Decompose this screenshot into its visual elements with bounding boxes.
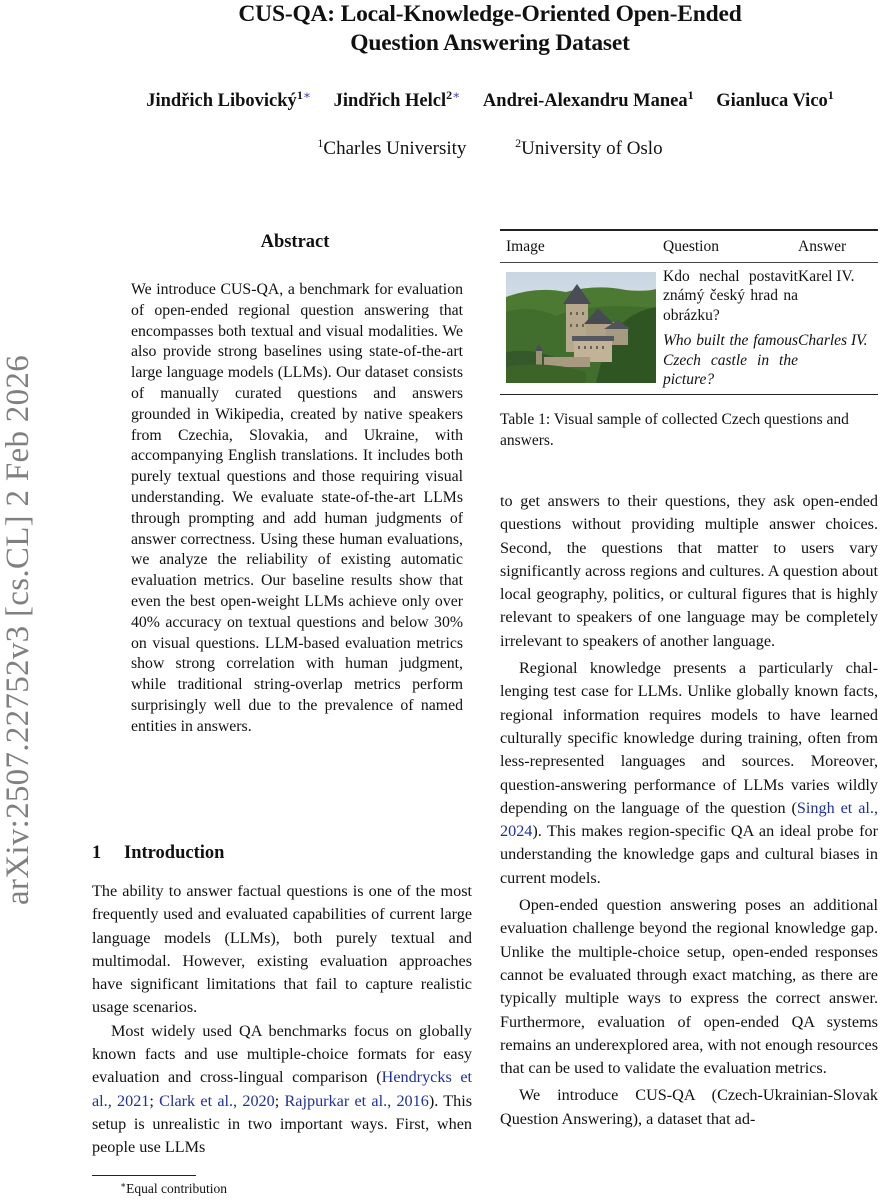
- question-cell: [663, 267, 798, 390]
- affil-name: University of Oslo: [521, 138, 663, 159]
- section-number: 1: [92, 843, 102, 863]
- section-title: Introduction: [124, 843, 225, 863]
- citation-rajpurkar[interactable]: Rajpurkar et al., 2016: [284, 1091, 429, 1110]
- affil-mark: 1: [296, 88, 303, 102]
- author-1: [146, 88, 311, 114]
- author-4: [716, 88, 834, 114]
- intro-paragraph-2-continued: to get answers to their questions, they ask open-ended questions without providing multiple answer choices. Second, the questions that matter to users vary significantly across regions and cultures. A question about local geography, politics, or cultural figures that is highly relevant to speakers of one language may be completely irrelevant to speakers of another language.: [500, 492, 878, 650]
- text-run: ;: [274, 1091, 285, 1110]
- author-name: Gianluca Vico: [716, 91, 828, 111]
- text-run: ;: [149, 1091, 160, 1110]
- intro-paragraph-2: [92, 1020, 472, 1160]
- header-answer: Answer: [798, 237, 847, 255]
- author-name: Jindřich Helcl: [333, 91, 447, 111]
- citation-clark[interactable]: Clark et al., 2020: [159, 1091, 275, 1110]
- author-name: Jindřich Libovický: [146, 91, 297, 111]
- affil-mark: 1: [827, 88, 834, 102]
- affil-number: 2: [515, 136, 522, 150]
- paper-title: [100, 0, 880, 58]
- footnote-rule: [92, 1175, 196, 1176]
- citation-singh[interactable]: Singh et al., 2024: [500, 798, 878, 841]
- arxiv-stamp[interactable]: arXiv:2507.22752v3 [cs.CL] 2 Feb 2026: [0, 354, 36, 906]
- table-row: [500, 263, 878, 394]
- table-1: [500, 229, 878, 395]
- header-image: Image: [506, 237, 545, 255]
- text-run: ). This makes region-specific QA an ideal probe for understanding the knowledge gaps and cultural biases in current models.: [500, 822, 878, 887]
- author-3: [483, 88, 694, 114]
- header-question: Question: [663, 237, 719, 255]
- castle-image: [506, 272, 656, 383]
- answer-czech: Karel IV.: [798, 267, 855, 285]
- text-run: Regional knowledge presents a particularly challenging test case for LLMs. Unlike globally known facts, regional information requires models to have learned culturally specific knowledge during training, often from less-represented languages and sources. Moreover, question-answering performance of LLMs varies wildly depending on the language of the question (: [500, 659, 878, 817]
- abstract-text: We introduce CUS-QA, a benchmark for evaluation of open-ended regional question answering that encompasses both textual and visual modalities. We also provide strong baselines using state-of-the-art large language models (LLMs). Our dataset consists of manually curated questions and answers grounded in Wikipedia, created by native speakers from Czechia, Slovakia, and Ukraine, with accompanying English translations. It includes both purely textual questions and those requiring visual understanding. We evaluate state-of-the-art LLMs through prompting and add human judgments of answer correctness. Using these human evaluations, we analyze the reliability of existing automatic evaluation metrics. Our baseline results show that even the best open-weight LLMs achieve only over 40% accuracy on textual questions and below 30% on visual questions. LLM-based evaluation metrics show strong correlation with human judgment, while traditional string-overlap metrics perform surprisingly well due to the prevalence of named entities in answers.: [131, 281, 463, 735]
- citation-hendrycks[interactable]: Hendrycks et al., 2021: [92, 1068, 473, 1110]
- affil-number: 1: [317, 136, 324, 150]
- intro-paragraph-1: The ability to answer factual questions is one of the most frequently used and evaluated capabilities of current large language models (LLMs), both purely textual and multimodal. However, existing evaluation approaches have significant limitations that fail to capture realistic usage scenarios.: [92, 882, 472, 1017]
- intro-paragraph-3: [500, 657, 878, 890]
- text-run: Most widely used QA benchmarks focus on globally known facts and use multiple-choice formats for easy evaluation and cross-lingual comparison (: [92, 1021, 472, 1087]
- author-list: [100, 88, 880, 114]
- title-line-1: CUS-QA: Local-Knowledge-Oriented Open-Ended: [238, 1, 742, 27]
- author-name: Andrei-Alexandru Manea: [482, 91, 688, 111]
- section-heading-introduction: [92, 841, 224, 865]
- image-cell: [500, 267, 663, 390]
- affiliation-2: [515, 136, 662, 162]
- footnote-mark[interactable]: ∗: [452, 88, 461, 102]
- answer-english: Charles IV.: [798, 332, 868, 350]
- title-line-2: Question Answering Dataset: [350, 30, 630, 56]
- affiliation-1: [317, 136, 466, 162]
- affiliation-list: [100, 136, 880, 162]
- abstract-heading: Abstract: [260, 232, 330, 252]
- intro-left-column: [92, 880, 472, 1160]
- table-header-row: [500, 231, 878, 262]
- affil-name: Charles University: [323, 138, 467, 159]
- affil-mark: 1: [687, 88, 694, 102]
- footnote: [120, 1180, 227, 1198]
- intro-paragraph-4: Open-ended question answering poses an additional evaluation challenge beyond the regional knowledge gap. Unlike the multiple-choice setup, open-ended responses cannot be evaluated through exact matching, as there are typically multiple ways to express the correct answer. Furthermore, evaluation of open-ended QA systems remains an underexplored area, with not enough resources that can be used to validate the evaluation metrics.: [500, 896, 878, 1078]
- footnote-mark: ∗: [120, 1180, 127, 1190]
- table-bottom-rule: [500, 394, 878, 396]
- question-czech: Kdo nechal postavit známý český hrad na obrázku?: [663, 267, 798, 324]
- table-caption: Table 1: Visual sample of collected Czech questions and answers.: [500, 411, 849, 449]
- footnote-text: Equal contribution: [126, 1181, 227, 1196]
- answer-cell: [798, 267, 878, 390]
- intro-paragraph-5: We introduce CUS-QA (Czech-Ukrainian-Slovak Question Answering), a dataset that ad-: [500, 1086, 878, 1128]
- footnote-mark[interactable]: ∗: [302, 88, 311, 102]
- affil-mark: 2: [446, 88, 453, 102]
- question-english: Who built the famous Czech castle in the picture?: [663, 332, 798, 389]
- intro-right-column: [500, 490, 878, 1131]
- author-2: [334, 88, 461, 114]
- text-run: ). This setup is unrealistic in two important ways. First, when people use LLMs: [92, 1091, 473, 1157]
